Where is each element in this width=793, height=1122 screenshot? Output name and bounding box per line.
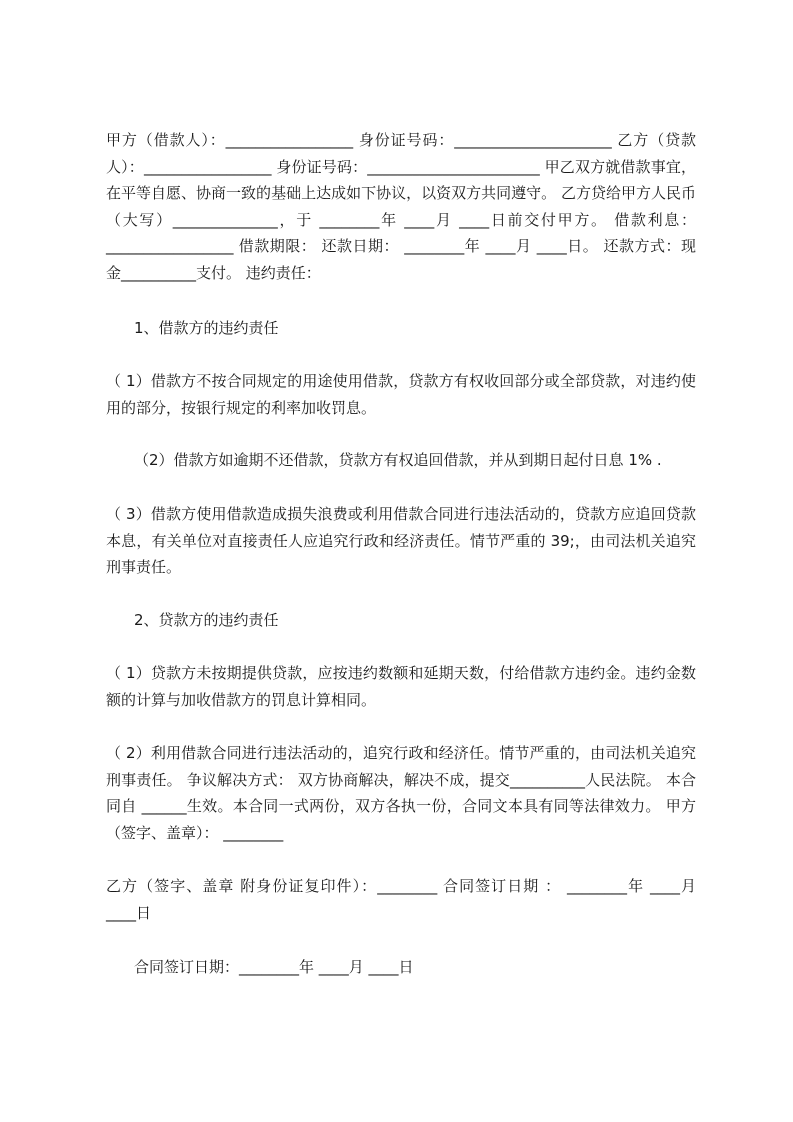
section2-item1: （ 1）贷款方未按期提供贷款，应按违约数额和延期天数，付给借款方违约金。违约金数额的计算与加收借款方的罚息计算相同。 (106, 664, 696, 709)
section1-heading: 1、借款方的违约责任 (134, 319, 279, 337)
section1-item2: （2）借款方如逾期不还借款，贷款方有权追回借款，并从到期日起付日息 1% . (134, 451, 662, 469)
section1-item1: （ 1）借款方不按合同规定的用途使用借款，贷款方有权收回部分或全部贷款，对违约使用的部分，按银行规定的利率加收罚息。 (106, 372, 696, 417)
party-b-signature-line: 乙方（签字、盖章 附身份证复印件）：________ 合同签订日期 ： ________年 ____月 ____日 (106, 877, 696, 922)
section2-item2: （ 2）利用借款合同进行违法活动的，追究行政和经济任。情节严重的，由司法机关追究刑事责任。 争议解决方式： 双方协商解决，解决不成，提交__________人民法院。 本合同自 ______生效。本合同一式两份，双方各执一份，合同文本具有同等法律效力。 甲方（签字、盖章）： ________ (106, 744, 696, 842)
section1-item3: （ 3）借款方使用借款造成损失浪费或利用借款合同进行违法活动的，贷款方应追回贷款本息，有关单位对直接责任人应追究行政和经济责任。情节严重的 39;，由司法机关追究刑事责任。 (106, 505, 696, 576)
contract-signing-date: 合同签订日期：________年 ____月 ____日 (134, 958, 414, 976)
section2-heading: 2、贷款方的违约责任 (134, 611, 279, 629)
contract-opening-paragraph: 甲方（借款人）：_________________ 身份证号码：_____________________ 乙方（贷款人）：_________________ 身份证号码：_______________________ 甲乙双方就借款事宜，在平等自愿、协商一致的基础上达成如下协议，以资双方共同遵守。 乙方贷给甲方人民币（大写）______________，于 ________年 ____月 ____日前交付甲方。 借款利息：_________________ 借款期限： 还款日期： ________年 ____月 ____日。 还款方式：现金__________支付。 违约责任： (106, 131, 696, 282)
